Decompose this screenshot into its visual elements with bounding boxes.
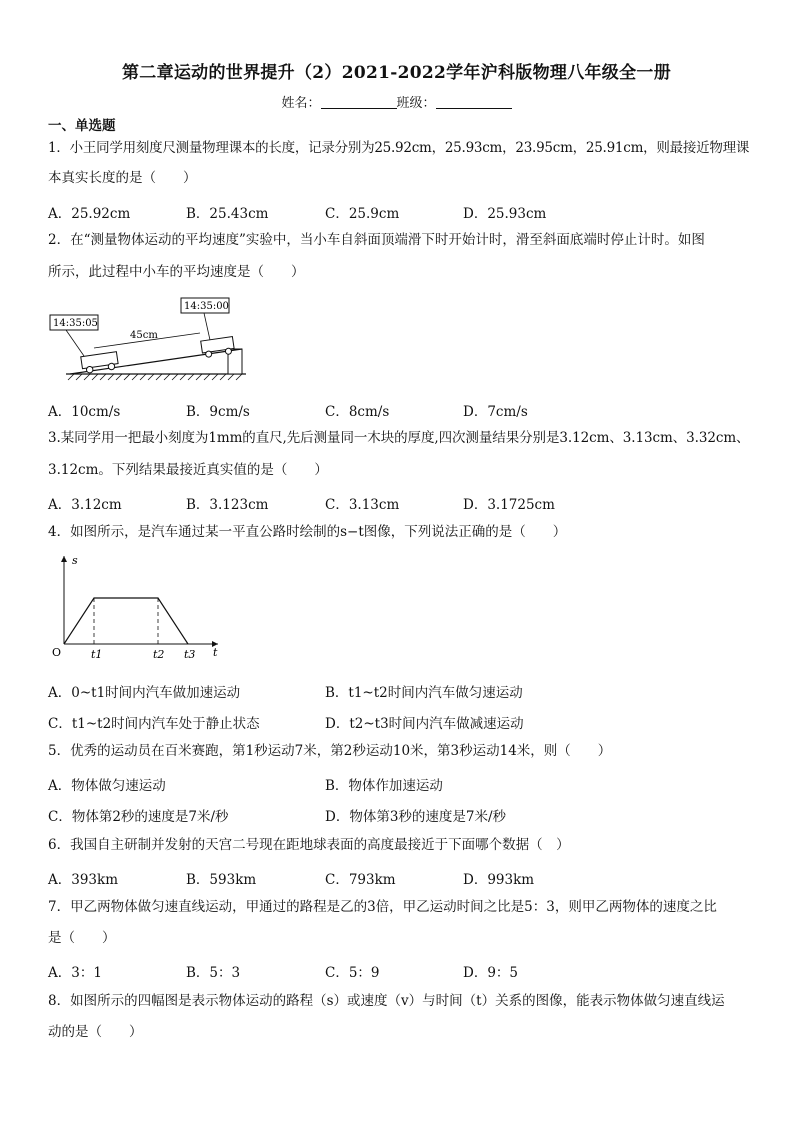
q4-option-a[interactable]: A．0~t1时间内汽车做加速运动 <box>48 685 241 701</box>
name-blank[interactable] <box>321 96 397 109</box>
question-1-line-1: 1．小王同学用刻度尺测量物理课本的长度，记录分别为25.92cm，25.93cm，23.95cm，25.91cm，则最接近物理课 <box>48 140 750 156</box>
class-label: 班级： <box>396 96 436 111</box>
q5-option-c[interactable]: C．物体第2秒的速度是7米/秒 <box>48 809 229 825</box>
q5-option-b[interactable]: B．物体作加速运动 <box>325 778 443 794</box>
q7-option-c[interactable]: C．5：9 <box>325 965 380 981</box>
s-t-graph <box>48 552 228 662</box>
q1-option-b[interactable]: B．25.43cm <box>186 206 269 222</box>
q2-option-b[interactable]: B．9cm/s <box>186 404 250 420</box>
name-label: 姓名： <box>281 96 321 111</box>
question-7-line-2: 是（ ） <box>48 930 116 946</box>
page-title: 第二章运动的世界提升（2）2021-2022学年沪科版物理八年级全一册 <box>121 63 671 83</box>
q4-option-c[interactable]: C．t1~t2时间内汽车处于静止状态 <box>48 716 260 732</box>
question-8-line-2: 动的是（ ） <box>48 1024 143 1040</box>
question-4-line-1: 4．如图所示，是汽车通过某一平直公路时绘制的s−t图像，下列说法正确的是（ ） <box>48 524 567 540</box>
q3-option-c[interactable]: C．3.13cm <box>325 497 400 513</box>
q6-option-c[interactable]: C．793km <box>325 872 396 888</box>
class-blank[interactable] <box>436 96 512 109</box>
ground-hatch <box>68 374 242 380</box>
s-t-curve <box>64 598 188 644</box>
t1-label: t1 <box>91 648 103 661</box>
timer-bottom-text: 14:35:05 <box>53 318 98 329</box>
q6-option-a[interactable]: A．393km <box>48 872 118 888</box>
t-axis-label: t <box>213 646 218 659</box>
q2-option-c[interactable]: C．8cm/s <box>325 404 390 420</box>
question-6-line-1: 6．我国自主研制并发射的天宫二号现在距地球表面的高度最接近于下面哪个数据（ ） <box>48 837 570 853</box>
student-info <box>0 92 793 111</box>
q7-option-d[interactable]: D．9：5 <box>463 965 519 981</box>
q3-option-a[interactable]: A．3.12cm <box>48 497 122 513</box>
question-3-line-1: 3.某同学用一把最小刻度为1mm的直尺,先后测量同一木块的厚度,四次测量结果分别是3.12cm、3.13cm、3.32cm、 <box>48 430 750 446</box>
car-bottom <box>81 352 119 374</box>
q3-option-b[interactable]: B．3.123cm <box>186 497 269 513</box>
origin-label: O <box>52 646 62 659</box>
question-2-line-1: 2．在“测量物体运动的平均速度”实验中，当小车自斜面顶端滑下时开始计时，滑至斜面底端时停止计时。如图 <box>48 232 705 248</box>
s-axis-label: s <box>72 554 78 567</box>
q7-option-a[interactable]: A．3：1 <box>48 965 102 981</box>
q5-option-d[interactable]: D．物体第3秒的速度是7米/秒 <box>325 809 507 825</box>
question-7-line-1: 7．甲乙两物体做匀速直线运动，甲通过的路程是乙的3倍，甲乙运动时间之比是5：3，则甲乙两物体的速度之比 <box>48 899 717 915</box>
q7-option-b[interactable]: B．5：3 <box>186 965 241 981</box>
q5-option-a[interactable]: A．物体做匀速运动 <box>48 778 166 794</box>
q6-option-b[interactable]: B．593km <box>186 872 257 888</box>
q4-option-d[interactable]: D．t2~t3时间内汽车做减速运动 <box>325 716 524 732</box>
question-8-line-1: 8．如图所示的四幅图是表示物体运动的路程（s）或速度（v）与时间（t）关系的图像，能表示物体做匀速直线运 <box>48 993 725 1009</box>
t3-label: t3 <box>184 648 196 661</box>
t2-label: t2 <box>153 648 165 661</box>
distance-label: 45cm <box>130 330 158 341</box>
q1-option-c[interactable]: C．25.9cm <box>325 206 400 222</box>
question-1-line-2: 本真实长度的是（ ） <box>48 170 197 186</box>
q3-option-d[interactable]: D．3.1725cm <box>463 497 555 513</box>
q4-option-b[interactable]: B．t1~t2时间内汽车做匀速运动 <box>325 685 523 701</box>
section-heading: 一、单选题 <box>48 118 116 134</box>
q2-option-a[interactable]: A．10cm/s <box>48 404 121 420</box>
timer-top-text: 14:35:00 <box>184 301 229 312</box>
q6-option-d[interactable]: D．993km <box>463 872 535 888</box>
q1-option-d[interactable]: D．25.93cm <box>463 206 547 222</box>
q1-option-a[interactable]: A．25.92cm <box>48 206 131 222</box>
q2-option-d[interactable]: D．7cm/s <box>463 404 528 420</box>
question-5-line-1: 5．优秀的运动员在百米赛跑，第1秒运动7米，第2秒运动10米，第3秒运动14米，则（ ） <box>48 743 612 759</box>
question-2-line-2: 所示，此过程中小车的平均速度是（ ） <box>48 264 305 280</box>
question-3-line-2: 3.12cm。下列结果最接近真实值的是（ ） <box>48 462 328 478</box>
incline-figure <box>46 294 252 384</box>
